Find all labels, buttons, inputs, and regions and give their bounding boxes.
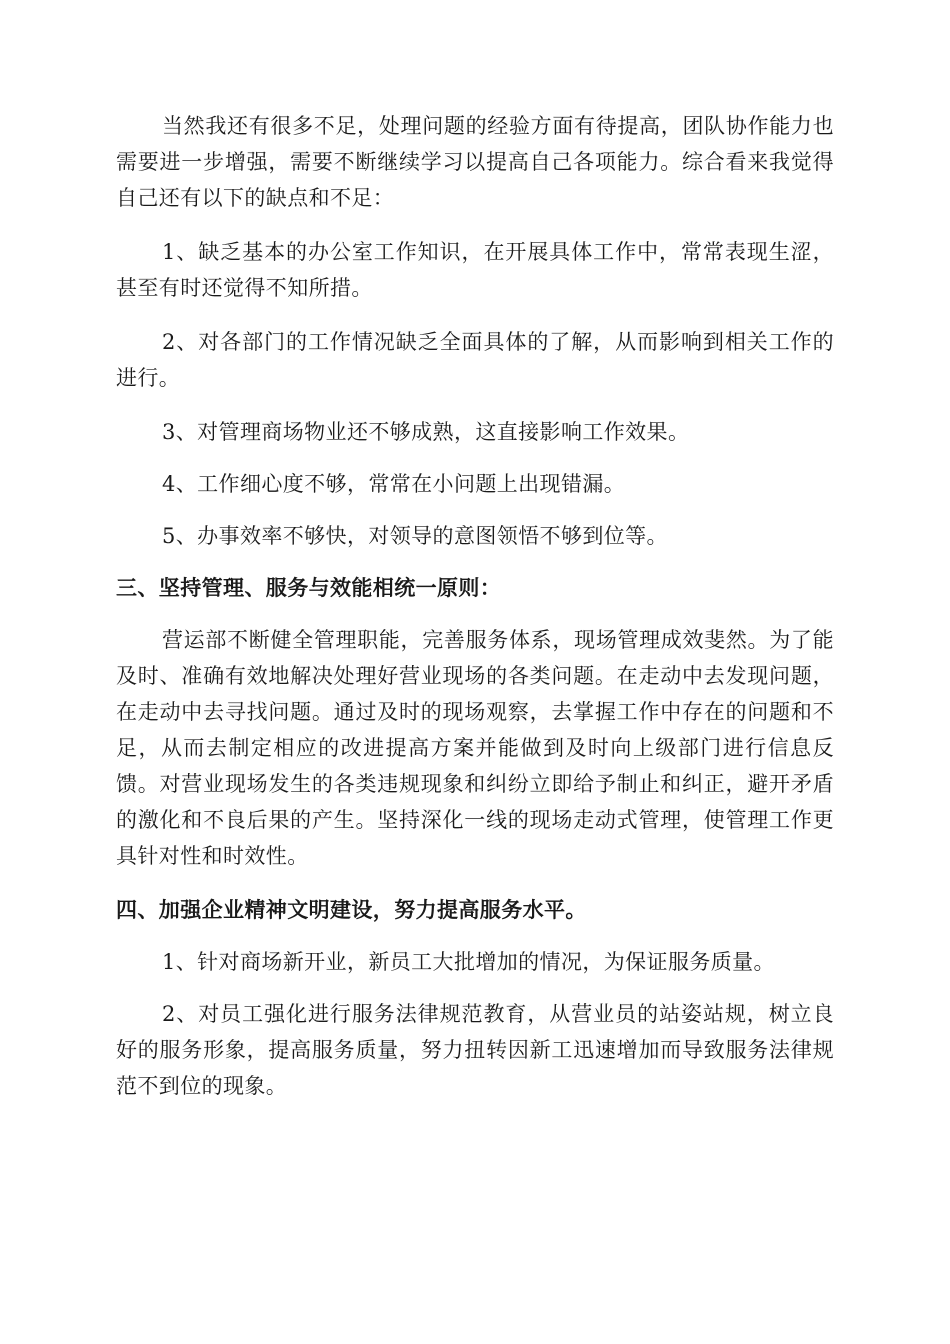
shortcoming-item-5: 5、办事效率不够快，对领导的意图领悟不够到位等。 <box>162 524 668 548</box>
shortcoming-item-1: 1、缺乏基本的办公室工作知识，在开展具体工作中，常常表现生涩，甚至有时还觉得不知所措。 <box>116 240 834 300</box>
section-4-heading: 四、加强企业精神文明建设，努力提高服务水平。 <box>116 898 587 922</box>
section-4-item-2: 2、对员工强化进行服务法律规范教育，从营业员的站姿站规，树立良好的服务形象，提高服务质量，努力扭转因新工迅速增加而导致服务法律规范不到位的现象。 <box>116 1002 834 1098</box>
shortcoming-item-2: 2、对各部门的工作情况缺乏全面具体的了解，从而影响到相关工作的进行。 <box>116 330 834 390</box>
shortcoming-item-4: 4、工作细心度不够，常常在小问题上出现错漏。 <box>162 472 626 496</box>
document-page <box>116 108 834 1104</box>
section-3-heading: 三、坚持管理、服务与效能相统一原则： <box>116 576 502 600</box>
intro-paragraph: 当然我还有很多不足，处理问题的经验方面有待提高，团队协作能力也需要进一步增强，需要不断继续学习以提高自己各项能力。综合看来我觉得自己还有以下的缺点和不足： <box>116 114 834 210</box>
section-4-item-1: 1、针对商场新开业，新员工大批增加的情况，为保证服务质量。 <box>162 950 775 974</box>
shortcoming-item-3: 3、对管理商场物业还不够成熟，这直接影响工作效果。 <box>162 420 690 444</box>
section-3-body: 营运部不断健全管理职能，完善服务体系，现场管理成效斐然。为了能及时、准确有效地解决处理好营业现场的各类问题。在走动中去发现问题，在走动中去寻找问题。通过及时的现场观察，去掌握工作中存在的问题和不足，从而去制定相应的改进提高方案并能做到及时向上级部门进行信息反馈。对营业现场发生的各类违规现象和纠纷立即给予制止和纠正，避开矛盾的激化和不良后果的产生。坚持深化一线的现场走动式管理，使管理工作更具针对性和时效性。 <box>116 628 834 868</box>
